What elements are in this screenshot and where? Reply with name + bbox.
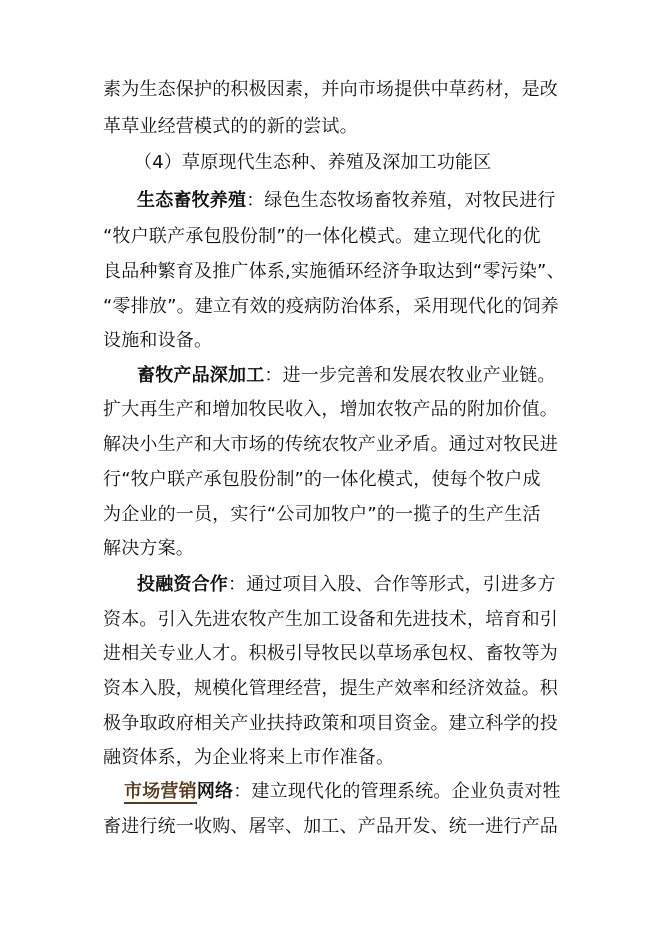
paragraph-line	[103, 608, 563, 632]
line-text: 进相关专业人才。积极引导牧民以草场承包权、畜牧等为	[103, 643, 558, 664]
line-text: 资本入股，规模化管理经营，提生产效率和经济效益。积	[103, 678, 558, 699]
paragraph-line	[137, 189, 597, 213]
paragraph-line	[103, 225, 563, 249]
section-heading	[134, 151, 594, 175]
line-text: 为企业的一员，实行“公司加牧户”的一揽子的生产生活	[103, 504, 541, 525]
paragraph-line	[103, 433, 563, 457]
line-text: 行“牧户联产承包股份制”的一体化模式，使每个牧户成	[103, 469, 541, 490]
line-text: 设施和设备。	[103, 330, 213, 351]
paragraph-line	[103, 537, 563, 561]
line-text: 革草业经营模式的的新的尝试。	[103, 116, 358, 137]
paragraph-line	[103, 468, 563, 492]
line-text: 良品种繁育及推广体系,实施循环经济争取达到“零污染”、	[103, 261, 565, 282]
term-livestock-processing: 畜牧产品深加工	[137, 365, 265, 386]
paragraph-line	[124, 780, 584, 804]
line-text: “零排放”。建立有效的疫病防治体系，采用现代化的饲养	[103, 296, 559, 317]
line-text: 素为生态保护的积极因素，并向市场提供中草药材，是改	[103, 79, 558, 100]
marketing-link[interactable]: 市场营销	[124, 781, 197, 802]
line-text: 融资体系，为企业将来上市作准备。	[103, 747, 395, 768]
line-text: 畜进行统一收购、屠宰、加工、产品开发、统一进行产品	[103, 816, 558, 837]
line-text: 扩大再生产和增加牧民收入，增加农牧产品的附加价值。	[103, 399, 558, 420]
paragraph-line	[103, 115, 563, 139]
paragraph-line	[103, 503, 563, 527]
line-text: 资本。引入先进农牧产生加工设备和先进技术，培育和引	[103, 609, 558, 630]
line-text: ：绿色生态牧场畜牧养殖，对牧民进行	[246, 190, 556, 211]
paragraph-line	[103, 78, 563, 102]
paragraph-line	[103, 398, 563, 422]
paragraph-line	[137, 364, 597, 388]
paragraph-line	[137, 573, 597, 597]
line-text: ：通过项目入股、合作等形式，引进多方	[228, 574, 556, 595]
section-heading-text: （4）草原现代生态种、养殖及深加工功能区	[134, 152, 492, 173]
line-text: 极争取政府相关产业扶持政策和项目资金。建立科学的投	[103, 713, 558, 734]
term-network: 网络	[196, 781, 234, 802]
paragraph-line	[103, 642, 563, 666]
line-text: ：进一步完善和发展农牧业产业链。	[264, 365, 556, 386]
paragraph-line	[103, 260, 563, 284]
paragraph-line	[103, 815, 563, 839]
line-text: “牧户联产承包股份制”的一体化模式。建立现代化的优	[103, 226, 541, 247]
paragraph-line	[103, 295, 563, 319]
paragraph-line	[103, 677, 563, 701]
paragraph-line	[103, 329, 563, 353]
line-text: 解决方案。	[103, 538, 194, 559]
term-investment-cooperation: 投融资合作	[137, 574, 228, 595]
paragraph-line	[103, 712, 563, 736]
line-text: 解决小生产和大市场的传统农牧产业矛盾。通过对牧民进	[103, 434, 558, 455]
term-ecological-livestock: 生态畜牧养殖	[137, 190, 247, 211]
paragraph-line	[103, 746, 563, 770]
line-text: ：建立现代化的管理系统。企业负责对牲	[233, 781, 561, 802]
